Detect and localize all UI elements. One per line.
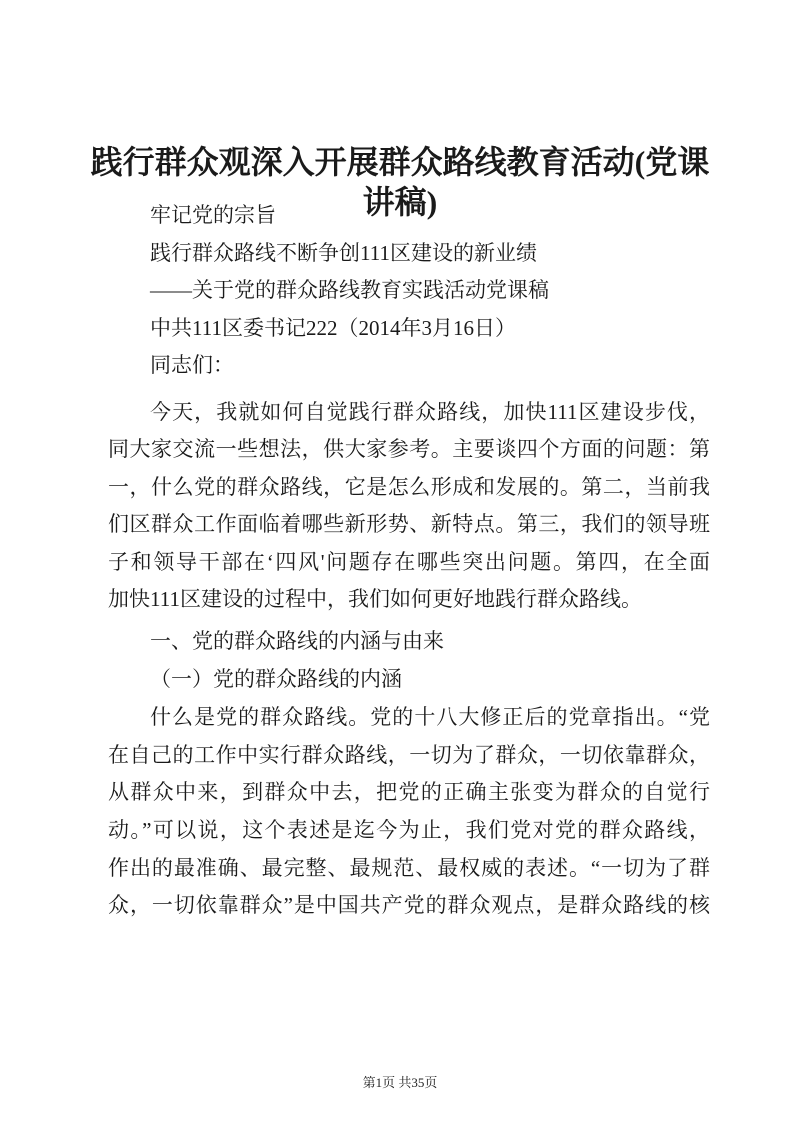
paragraph-line: 从群众中来，到群众中去，把党的正确主张变为群众的自觉行	[108, 780, 710, 804]
paragraph-line: 同大家交流一些想法，供大家参考。主要谈四个方面的问题：第	[108, 437, 710, 461]
document-title-line-1: 践行群众观深入开展群众路线教育活动(党课	[90, 144, 710, 180]
paragraph-line: 作出的最准确、最完整、最规范、最权威的表述。“一切为了群	[108, 856, 710, 880]
subtitle-line: 践行群众路线不断争创111区建设的新业绩	[150, 241, 537, 265]
page-number-footer: 第1页 共35页	[362, 1075, 438, 1090]
paragraph-line: 加快111区建设的过程中，我们如何更好地践行群众路线。	[108, 587, 642, 611]
paragraph-line: 一，什么党的群众路线，它是怎么形成和发展的。第二，当前我	[108, 475, 710, 499]
author-date-line: 中共111区委书记222（2014年3月16日）	[150, 316, 516, 340]
section-heading: 一、党的群众路线的内涵与由来	[150, 629, 444, 653]
paragraph-line: 在自己的工作中实行群众路线，一切为了群众，一切依靠群众，	[108, 743, 710, 767]
document-title-line-2: 讲稿)	[362, 184, 438, 220]
paragraph-line: 动。”可以说，这个表述是迄今为止，我们党对党的群众路线，	[108, 818, 710, 842]
paragraph-line: 什么是党的群众路线。党的十八大修正后的党章指出。“党	[150, 705, 710, 729]
paragraph-line: 今天，我就如何自觉践行群众路线，加快111区建设步伐，	[150, 400, 710, 424]
subtitle-line: ——关于党的群众路线教育实践活动党课稿	[150, 278, 549, 302]
subtitle-line: 牢记党的宗旨	[150, 203, 276, 227]
paragraph-line: 们区群众工作面临着哪些新形势、新特点。第三，我们的领导班	[108, 512, 710, 536]
salutation: 同志们：	[150, 353, 234, 377]
paragraph-line: 众，一切依靠群众”是中国共产党的群众观点，是群众路线的核	[108, 893, 710, 917]
paragraph-line: 子和领导干部在‘四风'问题存在哪些突出问题。第四，在全面	[108, 550, 710, 574]
subsection-heading: （一）党的群众路线的内涵	[150, 667, 402, 691]
